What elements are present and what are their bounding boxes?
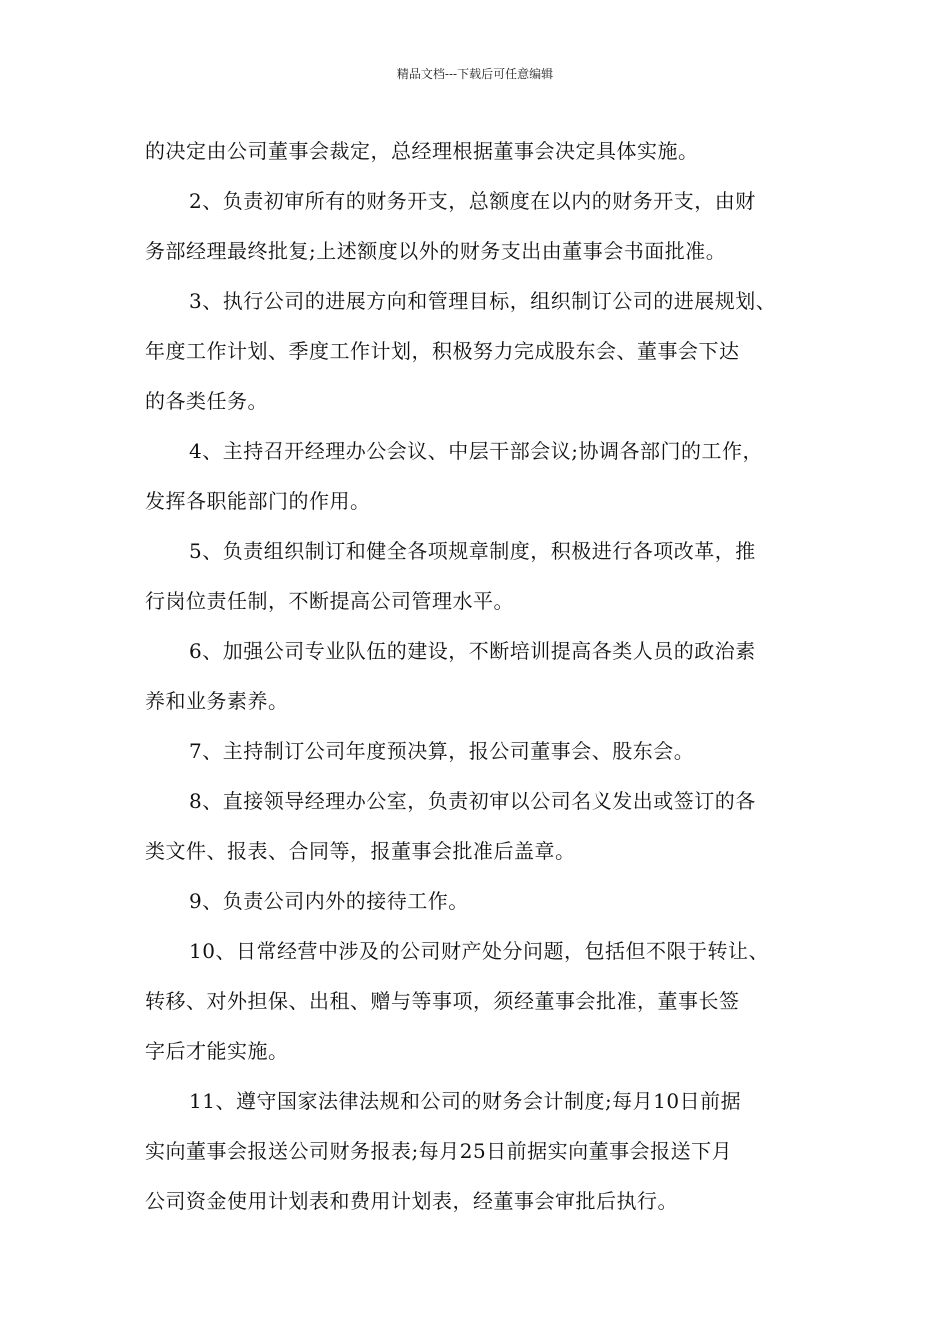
item-5-line-1: 5、负责组织制订和健全各项规章制度，积极进行各项改革，推 xyxy=(189,539,756,563)
item-2-line-1: 2、负责初审所有的财务开支，总额度在以内的财务开支，由财 xyxy=(189,189,756,213)
item-6-line-2: 养和业务素养。 xyxy=(145,689,289,713)
page-header: 精品文档---下载后可任意编辑 xyxy=(396,67,554,81)
item-8-line-2: 类文件、报表、合同等，报董事会批准后盖章。 xyxy=(145,839,576,863)
item-4-line-1: 4、主持召开经理办公会议、中层干部会议;协调各部门的工作， xyxy=(189,439,763,463)
item-10-line-1: 10、日常经营中涉及的公司财产处分问题，包括但不限于转让、 xyxy=(189,939,769,963)
item-2-line-2: 务部经理最终批复;上述额度以外的财务支出由董事会书面批准。 xyxy=(145,239,727,263)
item-11-line-2: 实向董事会报送公司财务报表;每月25日前据实向董事会报送下月 xyxy=(145,1139,733,1163)
item-3-line-3: 的各类任务。 xyxy=(145,389,268,413)
item-6-line-1: 6、加强公司专业队伍的建设，不断培训提高各类人员的政治素 xyxy=(189,639,756,663)
item-5-line-2: 行岗位责任制，不断提高公司管理水平。 xyxy=(145,589,514,613)
paragraph-continuation-line: 的决定由公司董事会裁定，总经理根据董事会决定具体实施。 xyxy=(145,139,699,163)
item-10-line-2: 转移、对外担保、出租、赠与等事项，须经董事会批准，董事长签 xyxy=(145,989,740,1013)
document-body xyxy=(145,126,825,1226)
item-9-line-1: 9、负责公司内外的接待工作。 xyxy=(189,889,469,913)
item-3-line-1: 3、执行公司的进展方向和管理目标，组织制订公司的进展规划、 xyxy=(189,289,777,313)
item-4-line-2: 发挥各职能部门的作用。 xyxy=(145,489,371,513)
item-3-line-2: 年度工作计划、季度工作计划，积极努力完成股东会、董事会下达 xyxy=(145,339,740,363)
item-11-line-1: 11、遵守国家法律法规和公司的财务会计制度;每月10日前据 xyxy=(189,1089,742,1113)
item-8-line-1: 8、直接领导经理办公室，负责初审以公司名义发出或签订的各 xyxy=(189,789,756,813)
item-11-line-3: 公司资金使用计划表和费用计划表，经董事会审批后执行。 xyxy=(145,1189,678,1213)
item-10-line-3: 字后才能实施。 xyxy=(145,1039,289,1063)
item-7-line-1: 7、主持制订公司年度预决算，报公司董事会、股东会。 xyxy=(189,739,695,763)
